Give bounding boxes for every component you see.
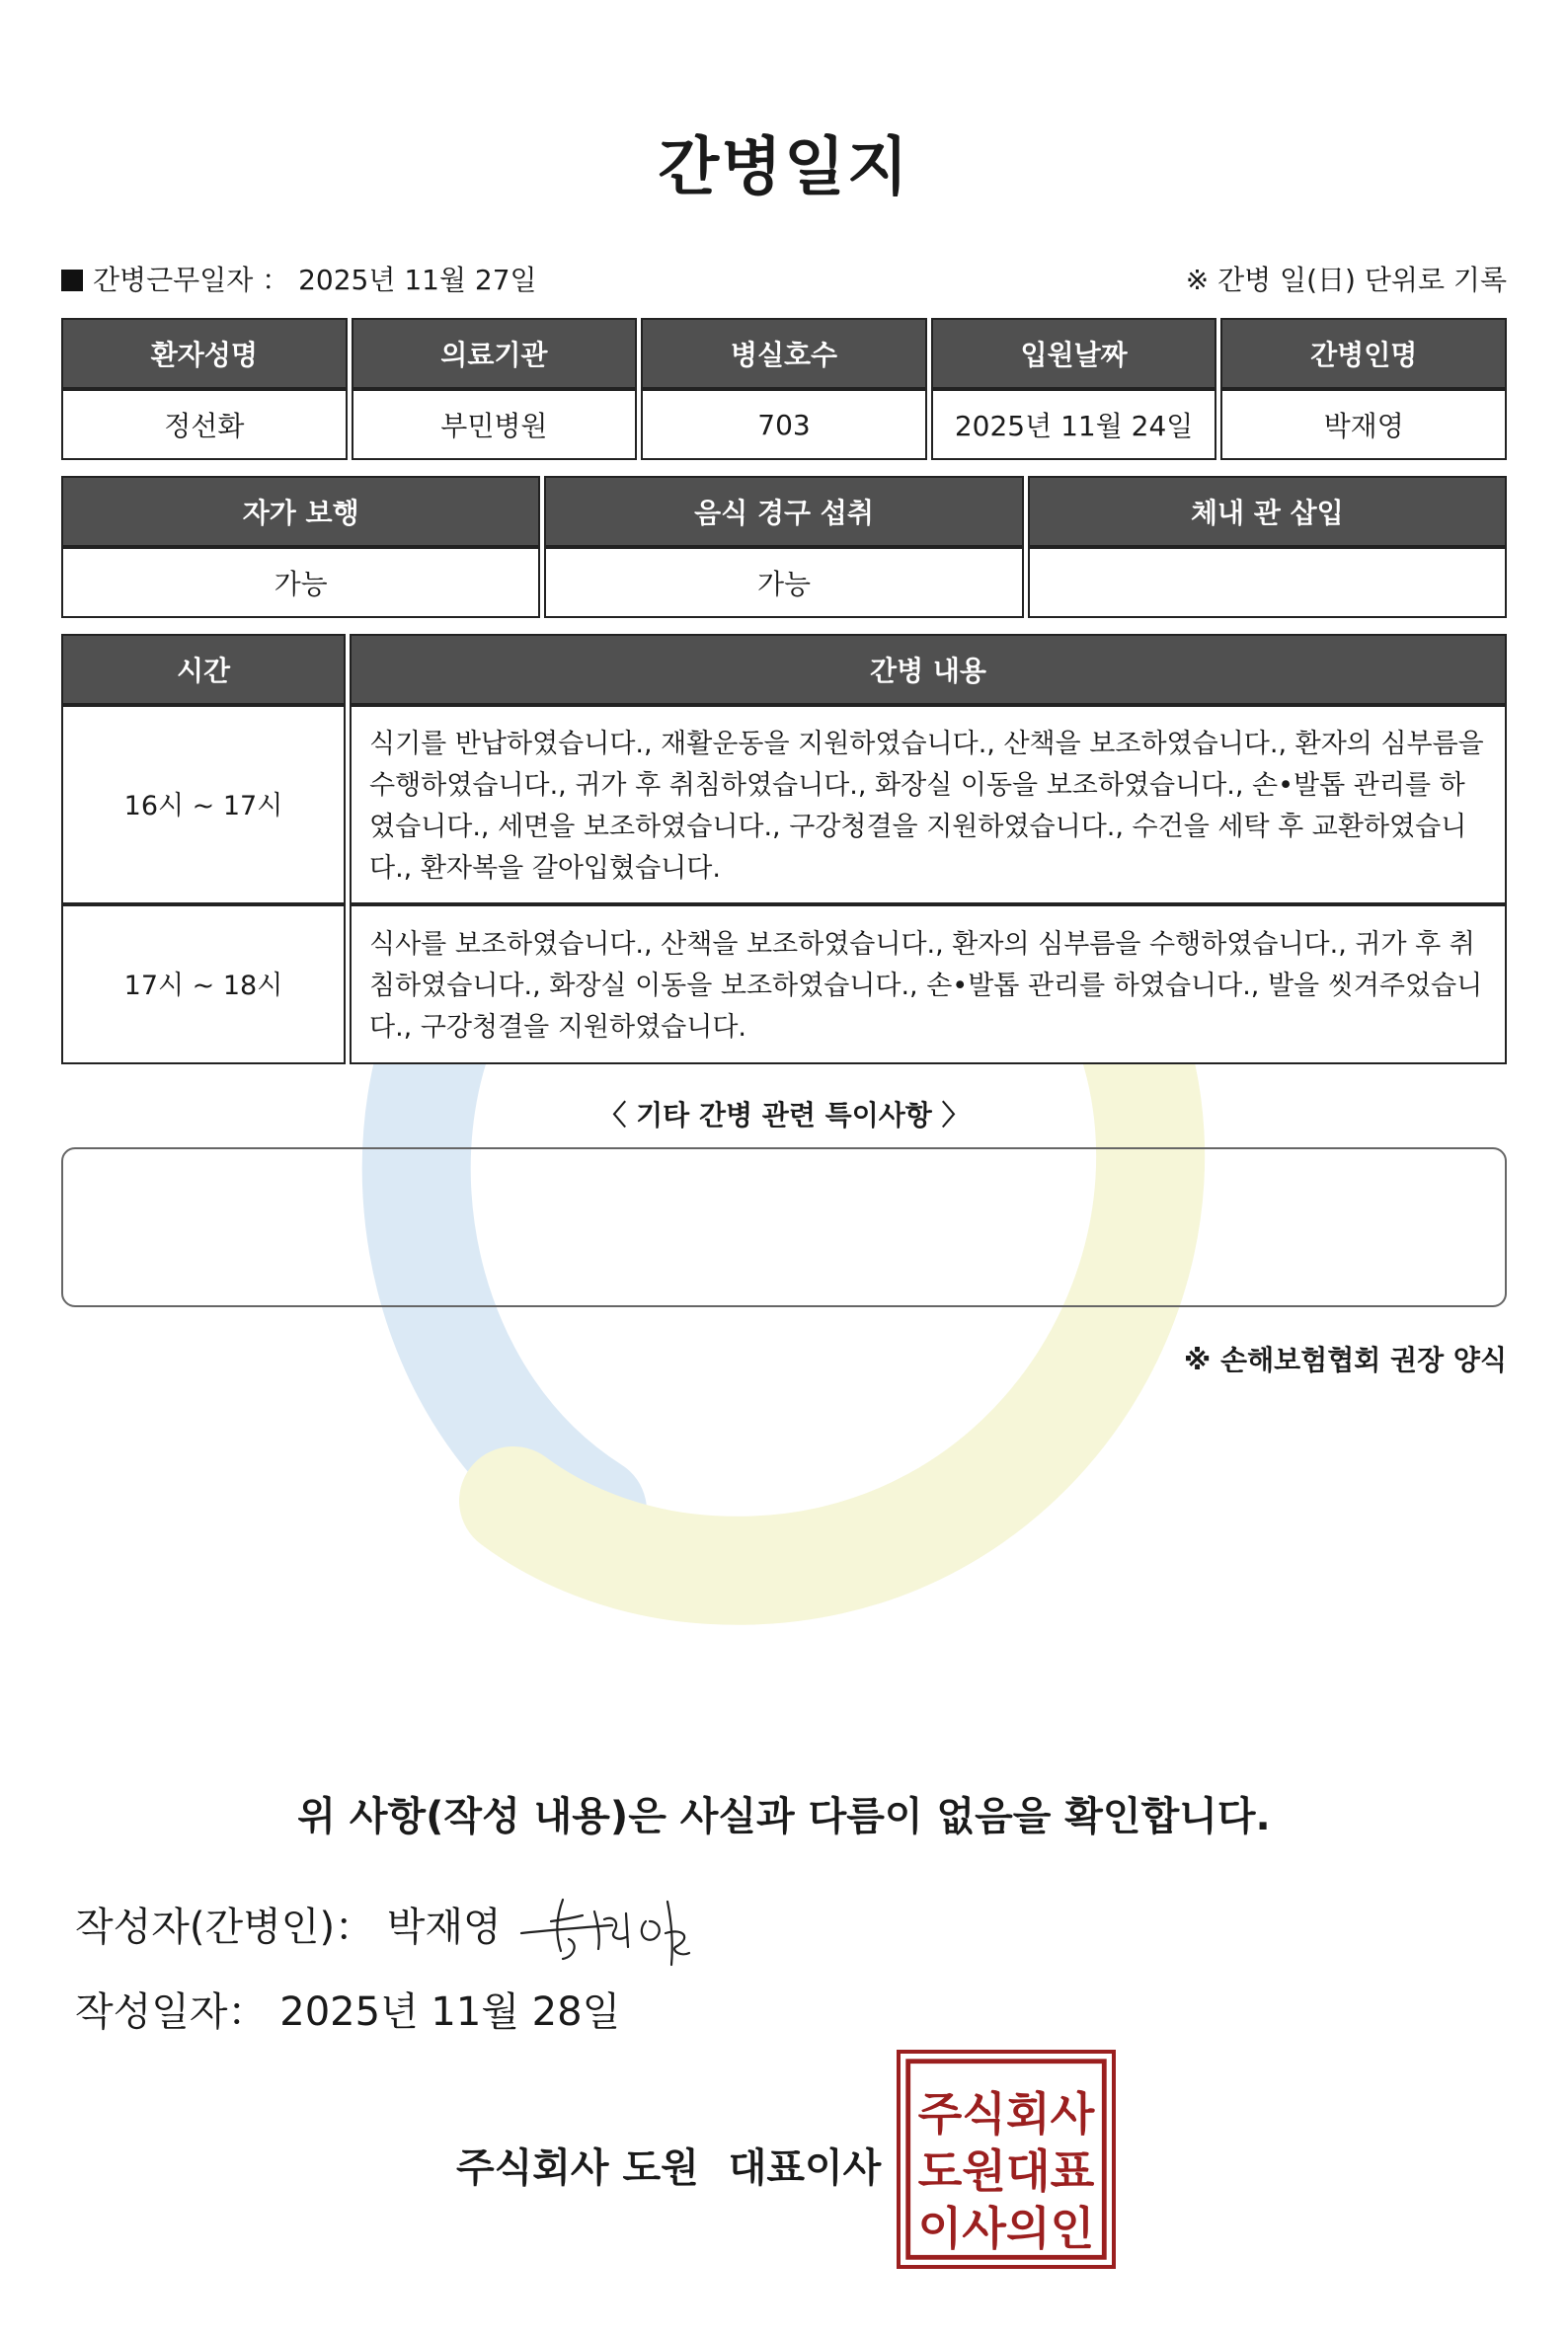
care-row-content: 식사를 보조하였습니다., 산책을 보조하였습니다., 환자의 심부름을 수행하였습니다., 귀가 후 취침하였습니다., 화장실 이동을 보조하였습니다., 손•발톱 관리를 하였습니다., 발을 씻겨주었습니다., 구강청결을 지원하였습니다. xyxy=(350,904,1507,1064)
header-admission-date: 입원날짜 xyxy=(931,318,1217,389)
square-bullet-icon xyxy=(61,270,83,291)
care-content-table xyxy=(61,634,1507,1064)
work-date-value: 2025년 11월 27일 xyxy=(298,264,537,296)
header-room-number: 병실호수 xyxy=(641,318,927,389)
company-line xyxy=(456,2137,881,2193)
seal-line-3: 이사의인 xyxy=(917,2201,1095,2255)
writer-line xyxy=(75,1896,502,1952)
tube-insertion-value xyxy=(1028,547,1507,618)
header-care-content: 간병 내용 xyxy=(350,634,1507,705)
seal-line-1: 주식회사 xyxy=(917,2087,1095,2142)
header-hospital: 의료기관 xyxy=(352,318,638,389)
page-title: 간병일지 xyxy=(658,131,910,204)
patient-info-table xyxy=(61,318,1507,460)
hospital-value: 부민병원 xyxy=(352,389,638,460)
write-date-line xyxy=(75,1981,620,2037)
writer-name: 박재영 xyxy=(386,1905,502,1950)
special-notes-title: 〈 기타 간병 관련 특이사항 〉 xyxy=(598,1099,970,1131)
company-seal xyxy=(897,2050,1116,2269)
header-tube-insertion: 체내 관 삽입 xyxy=(1028,476,1507,547)
header-caregiver-name: 간병인명 xyxy=(1220,318,1507,389)
seal-line-2: 도원대표 xyxy=(917,2143,1095,2198)
company-name: 주식회사 도원 xyxy=(456,2145,699,2191)
confirmation-statement: 위 사항(작성 내용)은 사실과 다름이 없음을 확인합니다. xyxy=(297,1794,1271,1839)
patient-name-value: 정선화 xyxy=(61,389,348,460)
oral-intake-value: 가능 xyxy=(544,547,1023,618)
header-oral-intake: 음식 경구 섭취 xyxy=(544,476,1023,547)
daily-record-note: ※ 간병 일(日) 단위로 기록 xyxy=(1185,264,1507,296)
admission-date-value: 2025년 11월 24일 xyxy=(931,389,1217,460)
header-time: 시간 xyxy=(61,634,346,705)
care-row-time: 16시 ~ 17시 xyxy=(61,705,346,904)
writer-label: 작성자(간병인)： xyxy=(75,1905,375,1950)
company-title: 대표이사 xyxy=(728,2145,882,2191)
caregiver-name-value: 박재영 xyxy=(1220,389,1507,460)
header-patient-name: 환자성명 xyxy=(61,318,348,389)
recommended-form-note: ※ 손해보험협회 권장 양식 xyxy=(1184,1344,1507,1376)
special-notes-box xyxy=(61,1147,1507,1307)
meta-row xyxy=(61,259,1507,302)
patient-status-table xyxy=(61,476,1507,618)
handwritten-signature xyxy=(517,1882,705,1971)
header-self-walking: 자가 보행 xyxy=(61,476,540,547)
care-row-content: 식기를 반납하였습니다., 재활운동을 지원하였습니다., 산책을 보조하였습니다., 환자의 심부름을 수행하였습니다., 귀가 후 취침하였습니다., 화장실 이동을 보조하였습니다., 손•발톱 관리를 하였습니다., 세면을 보조하였습니다., 구강청결을 지원하였습니다., 수건을 세탁 후 교환하였습니다., 환자복을 갈아입혔습니다. xyxy=(350,705,1507,904)
self-walking-value: 가능 xyxy=(61,547,540,618)
work-date xyxy=(61,259,537,298)
work-date-label: 간병근무일자 ： xyxy=(93,264,290,296)
care-row-time: 17시 ~ 18시 xyxy=(61,904,346,1064)
room-number-value: 703 xyxy=(641,389,927,460)
write-date-label: 작성일자： xyxy=(75,1989,268,2035)
write-date-value: 2025년 11월 28일 xyxy=(279,1989,621,2035)
